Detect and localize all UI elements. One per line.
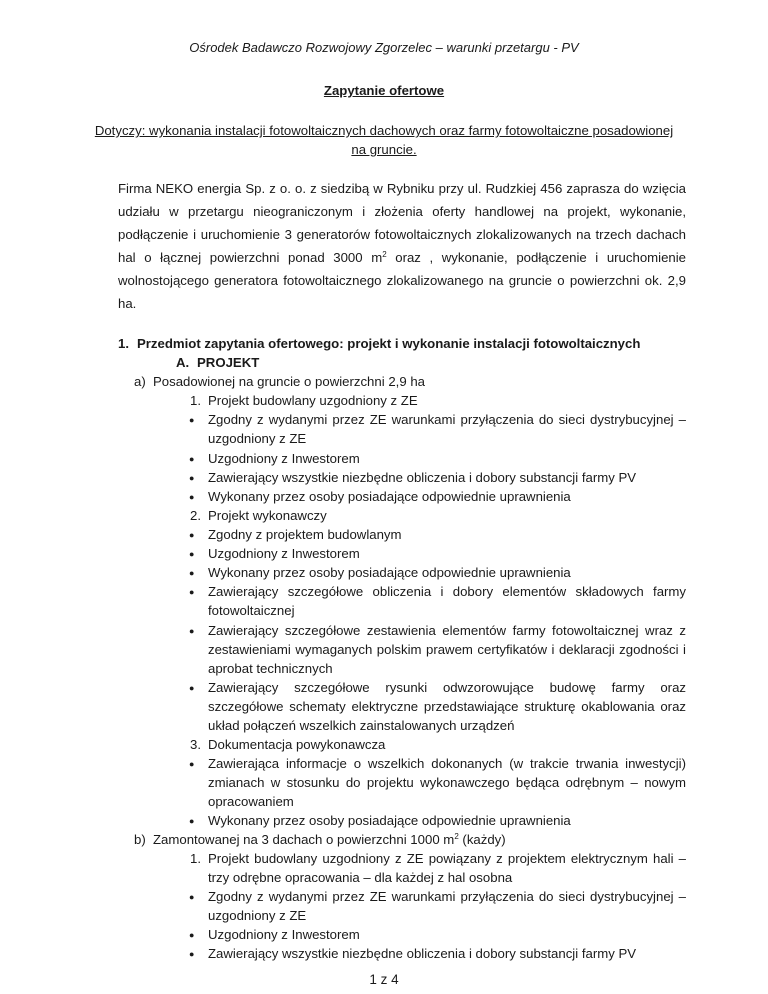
list-title-text: Zamontowanej na 3 dachach o powierzchni 1000 m xyxy=(153,832,455,847)
bullet-text: Wykonany przez osoby posiadające odpowiednie uprawnienia xyxy=(208,813,571,828)
bullet-icon: ● xyxy=(189,683,195,693)
bullet-icon: ● xyxy=(189,892,195,902)
bullet-text: fotowoltaicznej xyxy=(208,603,295,618)
intro-line: podłączenie i uruchomienie 3 generatorów fotowoltaicznych zlokalizowanych na trzech dachach xyxy=(118,227,686,242)
bullet-icon: ● xyxy=(189,759,195,769)
bullet-text: Uzgodniony z Inwestorem xyxy=(208,546,360,561)
bullet-icon: ● xyxy=(189,816,195,826)
item-title: Projekt budowlany uzgodniony z ZE xyxy=(208,393,418,408)
bullet-text: zmianach w stosunku do projektu wykonawczego będąca odrębnym – nowym xyxy=(208,775,686,790)
list-label-a: a) xyxy=(134,374,146,389)
subject-line-1: Dotyczy: wykonania instalacji fotowoltaicznych dachowych oraz farmy fotowoltaiczne posadowionej xyxy=(94,123,674,138)
bullet-text: Zawierający szczegółowe obliczenia i dobory elementów składowych farmy xyxy=(208,584,686,599)
subject-line-2: na gruncie. xyxy=(351,142,417,157)
bullet-text: Zawierający wszystkie niezbędne obliczenia i dobory substancji farmy PV xyxy=(208,946,637,961)
document-title: Zapytanie ofertowe xyxy=(323,83,445,98)
item-number: 2. xyxy=(190,508,201,523)
section-number: 1. xyxy=(118,336,129,351)
bullet-icon: ● xyxy=(189,492,195,502)
bullet-text: szczegółowe schematy elektryczne przedstawiające strukturę okablowania oraz xyxy=(208,699,686,714)
list-title-text: (każdy) xyxy=(458,832,506,847)
bullet-text: Zgodny z wydanymi przez ZE warunkami przyłączenia do sieci dystrybucyjnej – xyxy=(208,412,686,427)
item-title: Dokumentacja powykonawcza xyxy=(208,737,386,752)
list-title-a: Posadowionej na gruncie o powierzchni 2,9 ha xyxy=(153,374,425,389)
section-title: Przedmiot zapytania ofertowego: projekt i wykonanie instalacji fotowoltaicznych xyxy=(137,336,641,351)
subsection-label: A. xyxy=(176,355,190,370)
item-title: Projekt wykonawczy xyxy=(208,508,327,523)
bullet-text: Zgodny z projektem budowlanym xyxy=(208,527,402,542)
bullet-icon: ● xyxy=(189,587,195,597)
bullet-text: układ połączeń wszelkich zainstalowanych urządzeń xyxy=(208,718,515,733)
bullet-icon: ● xyxy=(189,530,195,540)
bullet-icon: ● xyxy=(189,568,195,578)
bullet-text: aprobat technicznych xyxy=(208,661,333,676)
intro-line: wolnostojącego generatora fotowoltaicznego zlokalizowanego na gruncie o powierzchni ok. 2,9 xyxy=(118,273,686,288)
bullet-icon: ● xyxy=(189,415,195,425)
item-title: Projekt budowlany uzgodniony z ZE powiązany z projektem elektrycznym hali – xyxy=(208,851,686,866)
bullet-icon: ● xyxy=(189,549,195,559)
list-title-b xyxy=(153,832,506,847)
item-number: 3. xyxy=(190,737,201,752)
bullet-icon: ● xyxy=(189,473,195,483)
superscript: 2 xyxy=(382,250,387,259)
bullet-icon: ● xyxy=(189,454,195,464)
page-number: 1 z 4 xyxy=(369,972,399,987)
bullet-text: Uzgodniony z Inwestorem xyxy=(208,451,360,466)
intro-text: oraz , wykonanie, podłączenie i uruchomienie xyxy=(386,250,686,265)
bullet-text: Zawierający szczegółowe rysunki odwzorowujące budowę farmy oraz xyxy=(208,680,686,695)
intro-text: hal o łącznej powierzchni ponad 3000 m xyxy=(118,250,383,265)
item-number: 1. xyxy=(190,851,201,866)
intro-line: udziału w przetargu nieograniczonym i złożenia oferty handlowej na projekt, wykonanie, xyxy=(118,204,686,219)
bullet-text: Uzgodniony z Inwestorem xyxy=(208,927,360,942)
list-label-b: b) xyxy=(134,832,146,847)
bullet-text: Zawierająca informacje o wszelkich dokonanych (w trakcie trwania inwestycji) xyxy=(208,756,686,771)
bullet-text: uzgodniony z ZE xyxy=(208,431,307,446)
item-number: 1. xyxy=(190,393,201,408)
bullet-text: uzgodniony z ZE xyxy=(208,908,307,923)
bullet-text: zestawieniami wymaganych polskim prawem certyfikatów i deklaracji zgodności i xyxy=(208,642,686,657)
bullet-text: Zawierający wszystkie niezbędne obliczenia i dobory substancji farmy PV xyxy=(208,470,637,485)
item-title: trzy odrębne opracowania – dla każdej z hal osobna xyxy=(208,870,513,885)
intro-line: Firma NEKO energia Sp. z o. o. z siedzibą w Rybniku przy ul. Rudzkiej 456 zaprasza do wzięcia xyxy=(118,181,686,196)
bullet-text: opracowaniem xyxy=(208,794,294,809)
bullet-text: Zgodny z wydanymi przez ZE warunkami przyłączenia do sieci dystrybucyjnej – xyxy=(208,889,686,904)
bullet-icon: ● xyxy=(189,949,195,959)
intro-line xyxy=(118,250,686,265)
intro-line: ha. xyxy=(118,296,137,311)
bullet-icon: ● xyxy=(189,930,195,940)
superscript: 2 xyxy=(454,832,459,841)
bullet-text: Zawierający szczegółowe zestawienia elementów farmy fotowoltaicznej wraz z xyxy=(208,623,686,638)
bullet-icon: ● xyxy=(189,626,195,636)
bullet-text: Wykonany przez osoby posiadające odpowiednie uprawnienia xyxy=(208,489,571,504)
bullet-text: Wykonany przez osoby posiadające odpowiednie uprawnienia xyxy=(208,565,571,580)
page-header: Ośrodek Badawczo Rozwojowy Zgorzelec – warunki przetargu - PV xyxy=(189,40,579,55)
subsection-title: PROJEKT xyxy=(197,355,260,370)
